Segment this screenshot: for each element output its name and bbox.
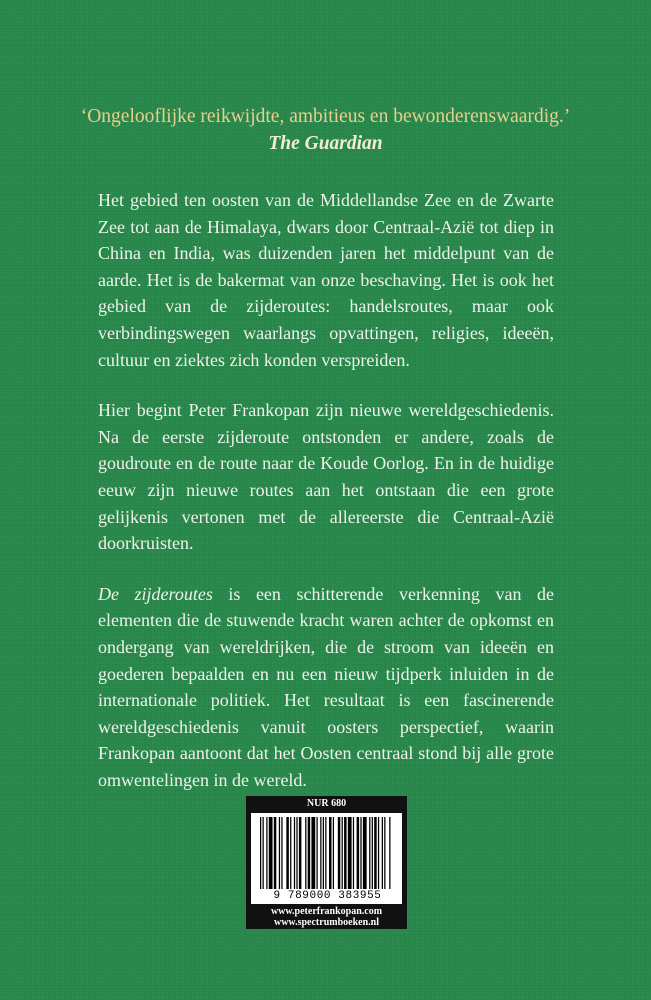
barcode-bar: [344, 817, 347, 889]
quote-text: ‘Ongelooflijke reikwijdte, ambitieus en bewonderenswaardig.’: [80, 106, 571, 127]
barcode-area: [251, 813, 402, 904]
isbn-barcode: [260, 817, 393, 889]
barcode-bar: [299, 817, 302, 889]
barcode-bar: [311, 817, 315, 889]
barcode-bar: [305, 817, 306, 889]
barcode-bar: [378, 817, 379, 889]
blurb-paragraph-2: Hier begint Peter Frankopan zijn nieuwe wereldgeschiedenis. Na de eerste zijderoute ontstonden er andere, zoals de goudroute en de route naar de Koude Oorlog. En in de huidige eeuw zijn nieuwe routes aan het ontstaan die een grote gelijkenis vertonen met de allereerste die Centraal-Azië doorkruisten.: [98, 400, 554, 554]
quote-source: The Guardian: [268, 133, 383, 154]
barcode-bar: [369, 817, 370, 889]
barcode-bar: [296, 817, 297, 889]
barcode-bar: [338, 817, 341, 889]
barcode-panel: [246, 796, 407, 929]
barcode-bar: [382, 817, 383, 889]
barcode-bar: [363, 817, 367, 889]
barcode-bar: [384, 817, 385, 889]
barcode-bar: [263, 817, 264, 889]
barcode-bar: [294, 817, 295, 889]
barcode-bar: [323, 817, 324, 889]
back-cover-blurb: [98, 187, 554, 817]
barcode-bar: [342, 817, 343, 889]
barcode-bar: [320, 817, 321, 889]
barcode-bar: [325, 817, 326, 889]
barcode-bar: [374, 817, 377, 889]
barcode-bar: [279, 817, 280, 889]
blurb-paragraph-3-text: is een schitterende verkenning van de elementen die de stuwende kracht waren achter de opkomst en ondergang van wereldrijken, die de stroom van ideeën en goederen bepaalden en nu een nieuw tijdperk inluiden in de internationale politiek. Het resultaat is een fascinerende wereldgeschiedenis vanuit oosters perspectief, waarin Frankopan aantoont dat het Oosten centraal stond bij alle grote omwentelingen in de wereld.: [98, 583, 554, 790]
blurb-paragraph-1: Het gebied ten oosten van de Middellandse Zee en de Zwarte Zee tot aan de Himalaya, dwars door Centraal-Azië tot diep in China en India, was duizenden jaren het middelpunt van de aarde. Het is de bakermat van onze beschaving. Het is ook het gebied van de zijderoutes: handelsroutes, maar ook verbindingswegen waarlangs opvattingen, religies, ideeën, cultuur en ziektes zich konden verspreiden.: [98, 190, 554, 370]
barcode-bar: [348, 817, 352, 889]
barcode-bar: [290, 817, 291, 889]
barcode-bar: [372, 817, 373, 889]
barcode-bar: [353, 817, 354, 889]
barcode-bar: [269, 817, 273, 889]
barcode-bar: [260, 817, 261, 889]
review-quote: [0, 103, 651, 157]
nur-code: NUR 680: [306, 798, 347, 809]
isbn-number: 9 789000 383955: [273, 890, 382, 902]
barcode-bar: [316, 817, 317, 889]
barcode-bar: [357, 817, 360, 889]
barcode-bar: [274, 817, 277, 889]
publisher-website: www.spectrumboeken.nl: [273, 917, 379, 928]
barcode-bar: [308, 817, 311, 889]
barcode-bar: [333, 817, 334, 889]
author-website: www.peterfrankopan.com: [270, 906, 383, 917]
barcode-bar: [281, 817, 282, 889]
barcode-bar: [266, 817, 267, 889]
blurb-paragraph-3: [98, 581, 554, 794]
book-title: De zijderoutes: [98, 583, 213, 604]
barcode-bar: [360, 817, 361, 889]
barcode-bar: [389, 817, 390, 889]
barcode-bar: [286, 817, 289, 889]
barcode-bar: [329, 817, 332, 889]
